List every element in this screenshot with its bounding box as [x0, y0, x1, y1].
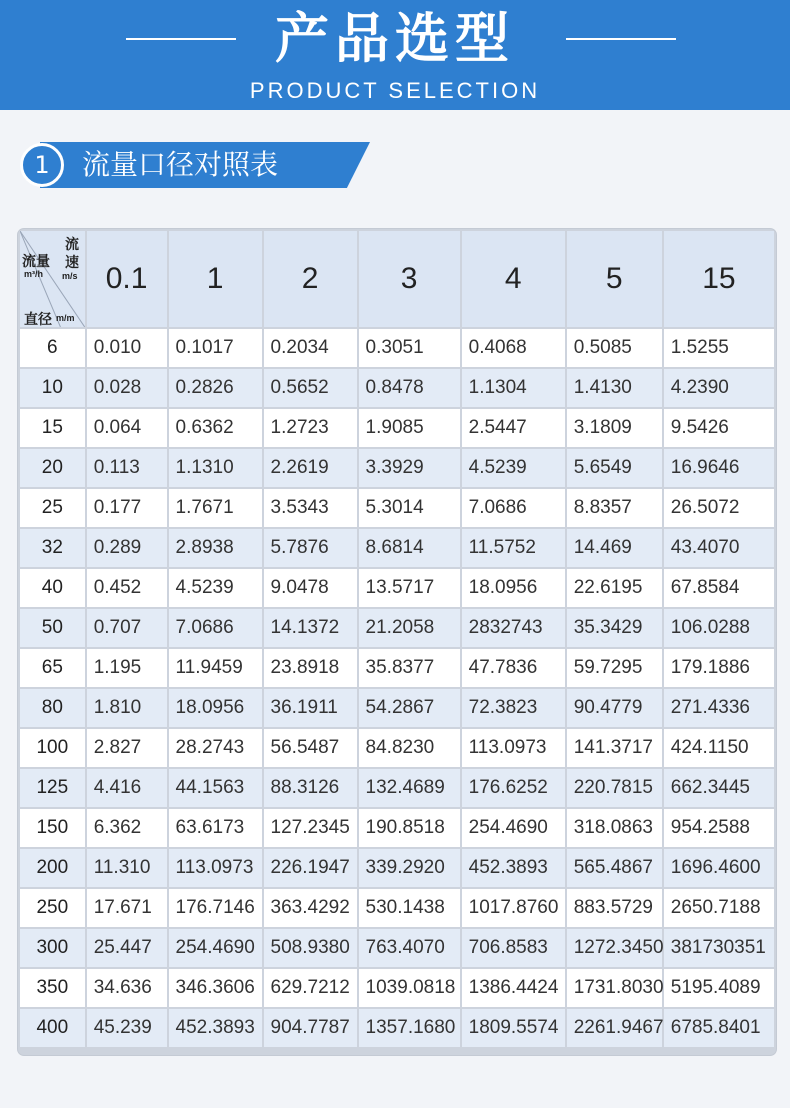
flow-value-cell: 2.5447	[462, 409, 565, 447]
table-row	[20, 809, 774, 847]
flow-value-cell: 629.7212	[264, 969, 357, 1007]
flow-value-cell: 11.5752	[462, 529, 565, 567]
flow-value-cell: 4.416	[87, 769, 167, 807]
section-title: 流量口径对照表	[82, 148, 279, 181]
diameter-cell: 350	[20, 969, 85, 1007]
table-row	[20, 409, 774, 447]
diameter-cell: 400	[20, 1009, 85, 1047]
flow-unit: m³/h	[24, 269, 43, 279]
diameter-cell: 50	[20, 609, 85, 647]
flow-value-cell: 0.5085	[567, 329, 662, 367]
diameter-unit: m/m	[56, 313, 75, 323]
flow-value-cell: 17.671	[87, 889, 167, 927]
speed-label: 流速	[65, 236, 79, 270]
flow-value-cell: 16.9646	[664, 449, 774, 487]
flow-value-cell: 176.6252	[462, 769, 565, 807]
table-row	[20, 689, 774, 727]
diameter-cell: 65	[20, 649, 85, 687]
flow-value-cell: 45.239	[87, 1009, 167, 1047]
flow-value-cell: 179.1886	[664, 649, 774, 687]
flow-value-cell: 226.1947	[264, 849, 357, 887]
flow-value-cell: 954.2588	[664, 809, 774, 847]
table-row	[20, 609, 774, 647]
header-banner	[0, 0, 790, 110]
flow-value-cell: 67.8584	[664, 569, 774, 607]
flow-value-cell: 3.3929	[359, 449, 460, 487]
table-row	[20, 769, 774, 807]
flow-value-cell: 0.452	[87, 569, 167, 607]
flow-value-cell: 36.1911	[264, 689, 357, 727]
velocity-header: 2	[264, 231, 357, 327]
flow-value-cell: 6785.8401	[664, 1009, 774, 1047]
flow-value-cell: 59.7295	[567, 649, 662, 687]
flow-value-cell: 0.5652	[264, 369, 357, 407]
flow-value-cell: 7.0686	[462, 489, 565, 527]
velocity-header: 3	[359, 231, 460, 327]
flow-value-cell: 0.4068	[462, 329, 565, 367]
table-row	[20, 489, 774, 527]
flow-value-cell: 254.4690	[169, 929, 262, 967]
flow-value-cell: 1039.0818	[359, 969, 460, 1007]
flow-value-cell: 763.4070	[359, 929, 460, 967]
flow-value-cell: 339.2920	[359, 849, 460, 887]
flow-value-cell: 346.3606	[169, 969, 262, 1007]
flow-value-cell: 1809.5574	[462, 1009, 565, 1047]
flow-value-cell: 72.3823	[462, 689, 565, 727]
table-row	[20, 729, 774, 767]
flow-value-cell: 424.1150	[664, 729, 774, 767]
flow-value-cell: 23.8918	[264, 649, 357, 687]
flow-value-cell: 176.7146	[169, 889, 262, 927]
table-corner-header	[20, 231, 85, 327]
table-row	[20, 649, 774, 687]
flow-value-cell: 113.0973	[169, 849, 262, 887]
flow-value-cell: 1.1310	[169, 449, 262, 487]
flow-value-cell: 1.195	[87, 649, 167, 687]
flow-value-cell: 0.3051	[359, 329, 460, 367]
flow-value-cell: 2832743	[462, 609, 565, 647]
flow-value-cell: 106.0288	[664, 609, 774, 647]
flow-value-cell: 8.8357	[567, 489, 662, 527]
flow-value-cell: 0.289	[87, 529, 167, 567]
flow-value-cell: 141.3717	[567, 729, 662, 767]
flow-value-cell: 0.6362	[169, 409, 262, 447]
flow-value-cell: 706.8583	[462, 929, 565, 967]
flow-value-cell: 254.4690	[462, 809, 565, 847]
flow-value-cell: 2.827	[87, 729, 167, 767]
flow-value-cell: 127.2345	[264, 809, 357, 847]
page-subtitle: PRODUCT SELECTION	[249, 78, 541, 103]
table-body	[20, 329, 774, 1047]
diameter-cell: 20	[20, 449, 85, 487]
flow-value-cell: 0.177	[87, 489, 167, 527]
flow-value-cell: 14.469	[567, 529, 662, 567]
diameter-cell: 150	[20, 809, 85, 847]
flow-value-cell: 1386.4424	[462, 969, 565, 1007]
flow-value-cell: 3.5343	[264, 489, 357, 527]
flow-value-cell: 318.0863	[567, 809, 662, 847]
flow-value-cell: 220.7815	[567, 769, 662, 807]
table-row	[20, 929, 774, 967]
flow-value-cell: 9.0478	[264, 569, 357, 607]
flow-value-cell: 4.5239	[462, 449, 565, 487]
flow-value-cell: 381730351	[664, 929, 774, 967]
flow-value-cell: 56.5487	[264, 729, 357, 767]
flow-value-cell: 0.010	[87, 329, 167, 367]
flow-value-cell: 1017.8760	[462, 889, 565, 927]
page-title: 产品选型	[275, 7, 515, 70]
flow-value-cell: 1.810	[87, 689, 167, 727]
diameter-cell: 100	[20, 729, 85, 767]
flow-value-cell: 1.5255	[664, 329, 774, 367]
flow-value-cell: 530.1438	[359, 889, 460, 927]
flow-value-cell: 0.064	[87, 409, 167, 447]
flow-value-cell: 132.4689	[359, 769, 460, 807]
flow-value-cell: 35.3429	[567, 609, 662, 647]
table-row	[20, 569, 774, 607]
flow-value-cell: 90.4779	[567, 689, 662, 727]
flow-value-cell: 1.1304	[462, 369, 565, 407]
flow-value-cell: 0.8478	[359, 369, 460, 407]
flow-value-cell: 54.2867	[359, 689, 460, 727]
section-number-badge: 1	[20, 143, 64, 187]
flow-value-cell: 4.5239	[169, 569, 262, 607]
velocity-header: 5	[567, 231, 662, 327]
flow-value-cell: 21.2058	[359, 609, 460, 647]
flow-value-cell: 63.6173	[169, 809, 262, 847]
velocity-header: 4	[462, 231, 565, 327]
flow-value-cell: 190.8518	[359, 809, 460, 847]
speed-unit: m/s	[62, 271, 78, 281]
flow-value-cell: 26.5072	[664, 489, 774, 527]
flow-value-cell: 28.2743	[169, 729, 262, 767]
flow-value-cell: 14.1372	[264, 609, 357, 647]
velocity-header: 15	[664, 231, 774, 327]
flow-value-cell: 113.0973	[462, 729, 565, 767]
flow-diameter-table-container	[18, 229, 776, 1055]
flow-value-cell: 0.2826	[169, 369, 262, 407]
flow-value-cell: 1357.1680	[359, 1009, 460, 1047]
flow-value-cell: 0.2034	[264, 329, 357, 367]
diameter-cell: 125	[20, 769, 85, 807]
flow-value-cell: 5.7876	[264, 529, 357, 567]
flow-value-cell: 44.1563	[169, 769, 262, 807]
table-row	[20, 529, 774, 567]
flow-value-cell: 565.4867	[567, 849, 662, 887]
diameter-cell: 10	[20, 369, 85, 407]
flow-value-cell: 0.113	[87, 449, 167, 487]
flow-value-cell: 9.5426	[664, 409, 774, 447]
flow-value-cell: 5.6549	[567, 449, 662, 487]
diameter-cell: 80	[20, 689, 85, 727]
flow-value-cell: 1696.4600	[664, 849, 774, 887]
flow-value-cell: 1.7671	[169, 489, 262, 527]
table-row	[20, 969, 774, 1007]
flow-value-cell: 6.362	[87, 809, 167, 847]
flow-value-cell: 452.3893	[462, 849, 565, 887]
flow-value-cell: 904.7787	[264, 1009, 357, 1047]
flow-value-cell: 88.3126	[264, 769, 357, 807]
diameter-cell: 200	[20, 849, 85, 887]
flow-value-cell: 2261.9467	[567, 1009, 662, 1047]
flow-value-cell: 271.4336	[664, 689, 774, 727]
flow-value-cell: 34.636	[87, 969, 167, 1007]
diameter-cell: 250	[20, 889, 85, 927]
flow-value-cell: 0.707	[87, 609, 167, 647]
flow-value-cell: 0.028	[87, 369, 167, 407]
diameter-cell: 6	[20, 329, 85, 367]
flow-value-cell: 1.9085	[359, 409, 460, 447]
flow-value-cell: 18.0956	[169, 689, 262, 727]
flow-value-cell: 452.3893	[169, 1009, 262, 1047]
flow-value-cell: 13.5717	[359, 569, 460, 607]
table-row	[20, 329, 774, 367]
velocity-header: 1	[169, 231, 262, 327]
flow-value-cell: 2.2619	[264, 449, 357, 487]
flow-value-cell: 84.8230	[359, 729, 460, 767]
table-row	[20, 849, 774, 887]
flow-value-cell: 8.6814	[359, 529, 460, 567]
flow-value-cell: 363.4292	[264, 889, 357, 927]
flow-label: 流量	[22, 253, 50, 269]
flow-value-cell: 11.9459	[169, 649, 262, 687]
flow-value-cell: 22.6195	[567, 569, 662, 607]
flow-value-cell: 0.1017	[169, 329, 262, 367]
section-header	[20, 142, 370, 188]
flow-value-cell: 508.9380	[264, 929, 357, 967]
flow-value-cell: 2650.7188	[664, 889, 774, 927]
diameter-cell: 15	[20, 409, 85, 447]
flow-value-cell: 2.8938	[169, 529, 262, 567]
flow-value-cell: 1731.8030	[567, 969, 662, 1007]
flow-value-cell: 4.2390	[664, 369, 774, 407]
table-header-row	[20, 231, 774, 327]
flow-value-cell: 25.447	[87, 929, 167, 967]
table-row	[20, 369, 774, 407]
flow-value-cell: 7.0686	[169, 609, 262, 647]
flow-value-cell: 662.3445	[664, 769, 774, 807]
flow-value-cell: 43.4070	[664, 529, 774, 567]
diameter-cell: 300	[20, 929, 85, 967]
flow-value-cell: 883.5729	[567, 889, 662, 927]
flow-value-cell: 1.4130	[567, 369, 662, 407]
flow-value-cell: 35.8377	[359, 649, 460, 687]
diameter-cell: 40	[20, 569, 85, 607]
flow-value-cell: 47.7836	[462, 649, 565, 687]
flow-value-cell: 1272.3450	[567, 929, 662, 967]
flow-value-cell: 5.3014	[359, 489, 460, 527]
velocity-header: 0.1	[87, 231, 167, 327]
flow-value-cell: 5195.4089	[664, 969, 774, 1007]
flow-diameter-table	[18, 229, 776, 1049]
flow-value-cell: 3.1809	[567, 409, 662, 447]
table-row	[20, 889, 774, 927]
table-row	[20, 1009, 774, 1047]
flow-value-cell: 18.0956	[462, 569, 565, 607]
flow-value-cell: 11.310	[87, 849, 167, 887]
diameter-label: 直径	[24, 311, 52, 327]
diameter-cell: 25	[20, 489, 85, 527]
diameter-cell: 32	[20, 529, 85, 567]
flow-value-cell: 1.2723	[264, 409, 357, 447]
table-row	[20, 449, 774, 487]
